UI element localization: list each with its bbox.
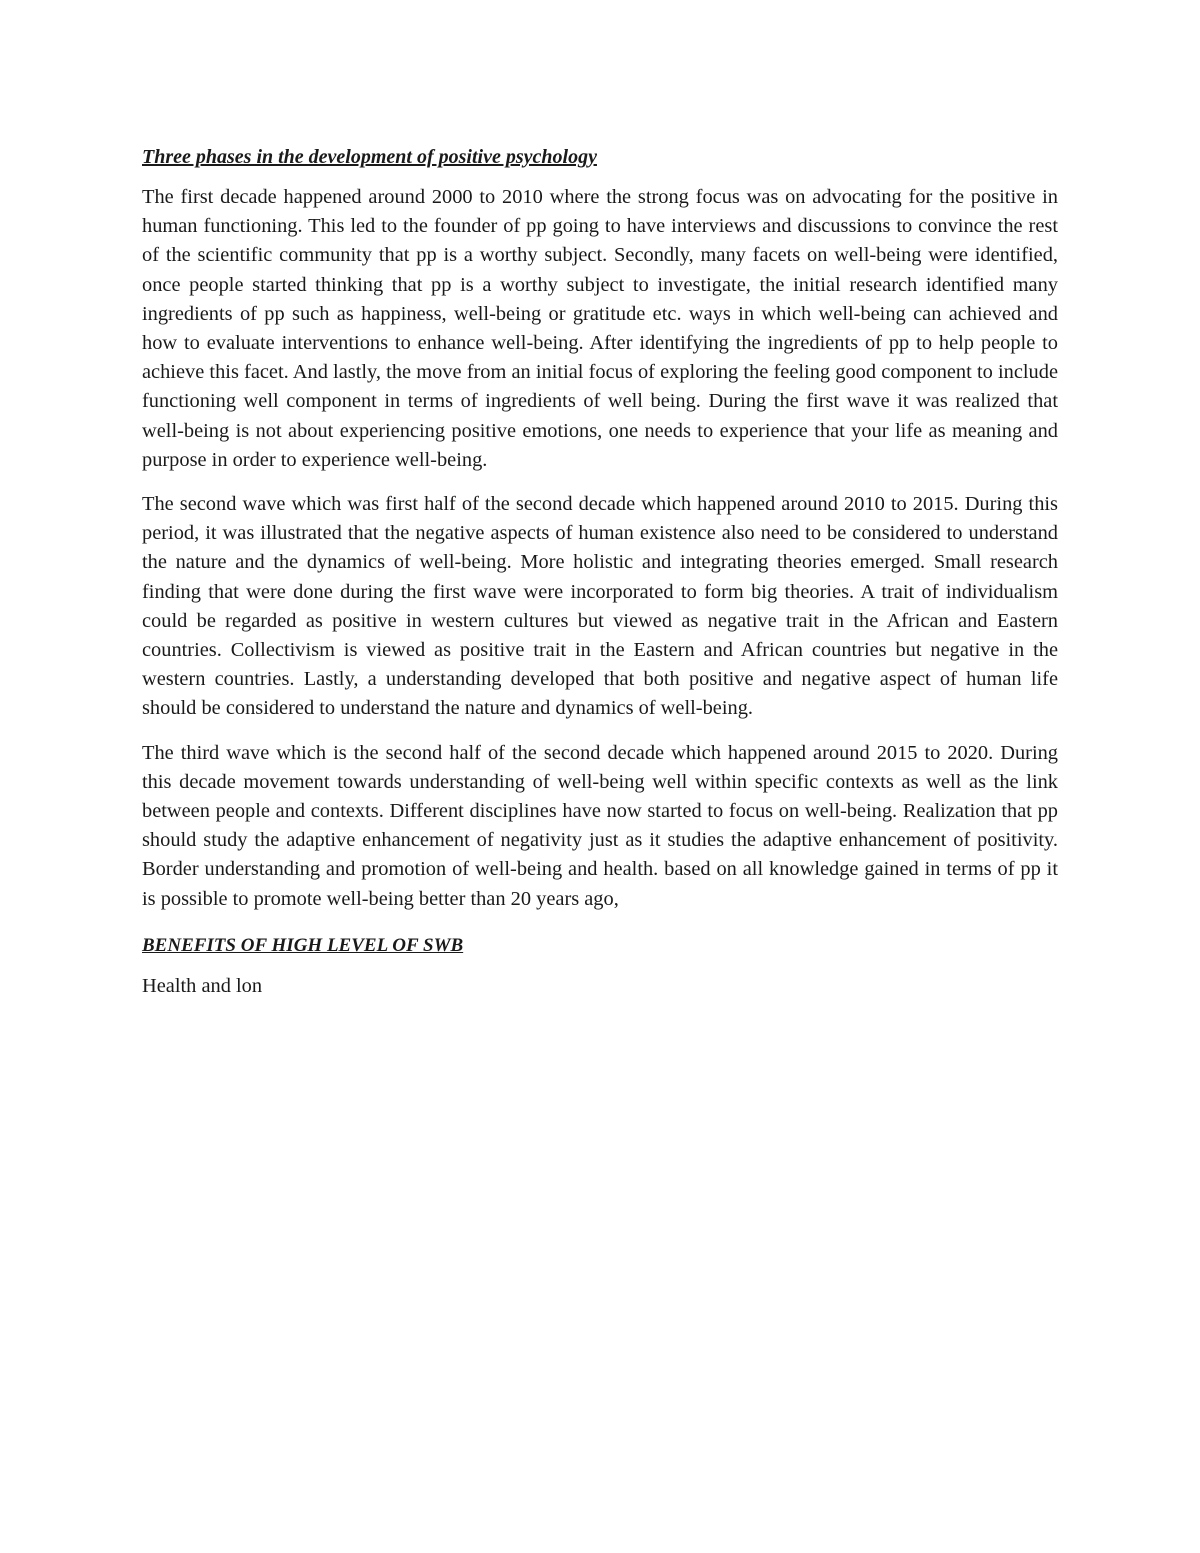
document-title: Three phases in the development of positive psychology [142, 146, 597, 168]
trailing-text: Health and lon [142, 974, 263, 997]
paragraph-first-wave: The first decade happened around 2000 to 2010 where the strong focus was on advocating for the positive in human functioning. This led to the founder of pp going to have interviews and discussions to convince the rest of the scientific community that pp is a worthy subject. Secondly, many facets on well-being were identified, once people started thinking that pp is a worthy subject to investigate, the initial research identified many ingredients of pp such as happiness, well-being or gratitude etc. ways in which well-being can achieved and how to evaluate interventions to enhance well-being. After identifying the ingredients of pp to help people to achieve this facet. And lastly, the move from an initial focus of exploring the feeling good component to include functioning well component in terms of ingredients of well being. During the first wave it was realized that well-being is not about experiencing positive emotions, one needs to experience that your life as meaning and purpose in order to experience well-being. [142, 186, 1058, 471]
section-heading: BENEFITS OF HIGH LEVEL OF SWB [142, 934, 464, 956]
paragraph-second-wave: The second wave which was first half of the second decade which happened around 2010 to 2015. During this period, it was illustrated that the negative aspects of human existence also need to be considered to understand the nature and the dynamics of well-being. More holistic and integrating theories emerged. Small research finding that were done during the first wave were incorporated to form big theories. A trait of individualism could be regarded as positive in western cultures but viewed as negative trait in the African and Eastern countries. Collectivism is viewed as positive trait in the Eastern and African countries but negative in the western countries. Lastly, a understanding developed that both positive and negative aspect of human life should be considered to understand the nature and dynamics of well-being. [142, 493, 1058, 720]
document-page [142, 140, 1058, 1001]
paragraph-third-wave: The third wave which is the second half of the second decade which happened around 2015 to 2020. During this decade movement towards understanding of well-being well within specific contexts as well as the link between people and contexts. Different disciplines have now started to focus on well-being. Realization that pp should study the adaptive enhancement of negativity just as it studies the adaptive enhancement of positivity. Border understanding and promotion of well-being and health. based on all knowledge gained in terms of pp it is possible to promote well-being better than 20 years ago, [142, 741, 1058, 910]
